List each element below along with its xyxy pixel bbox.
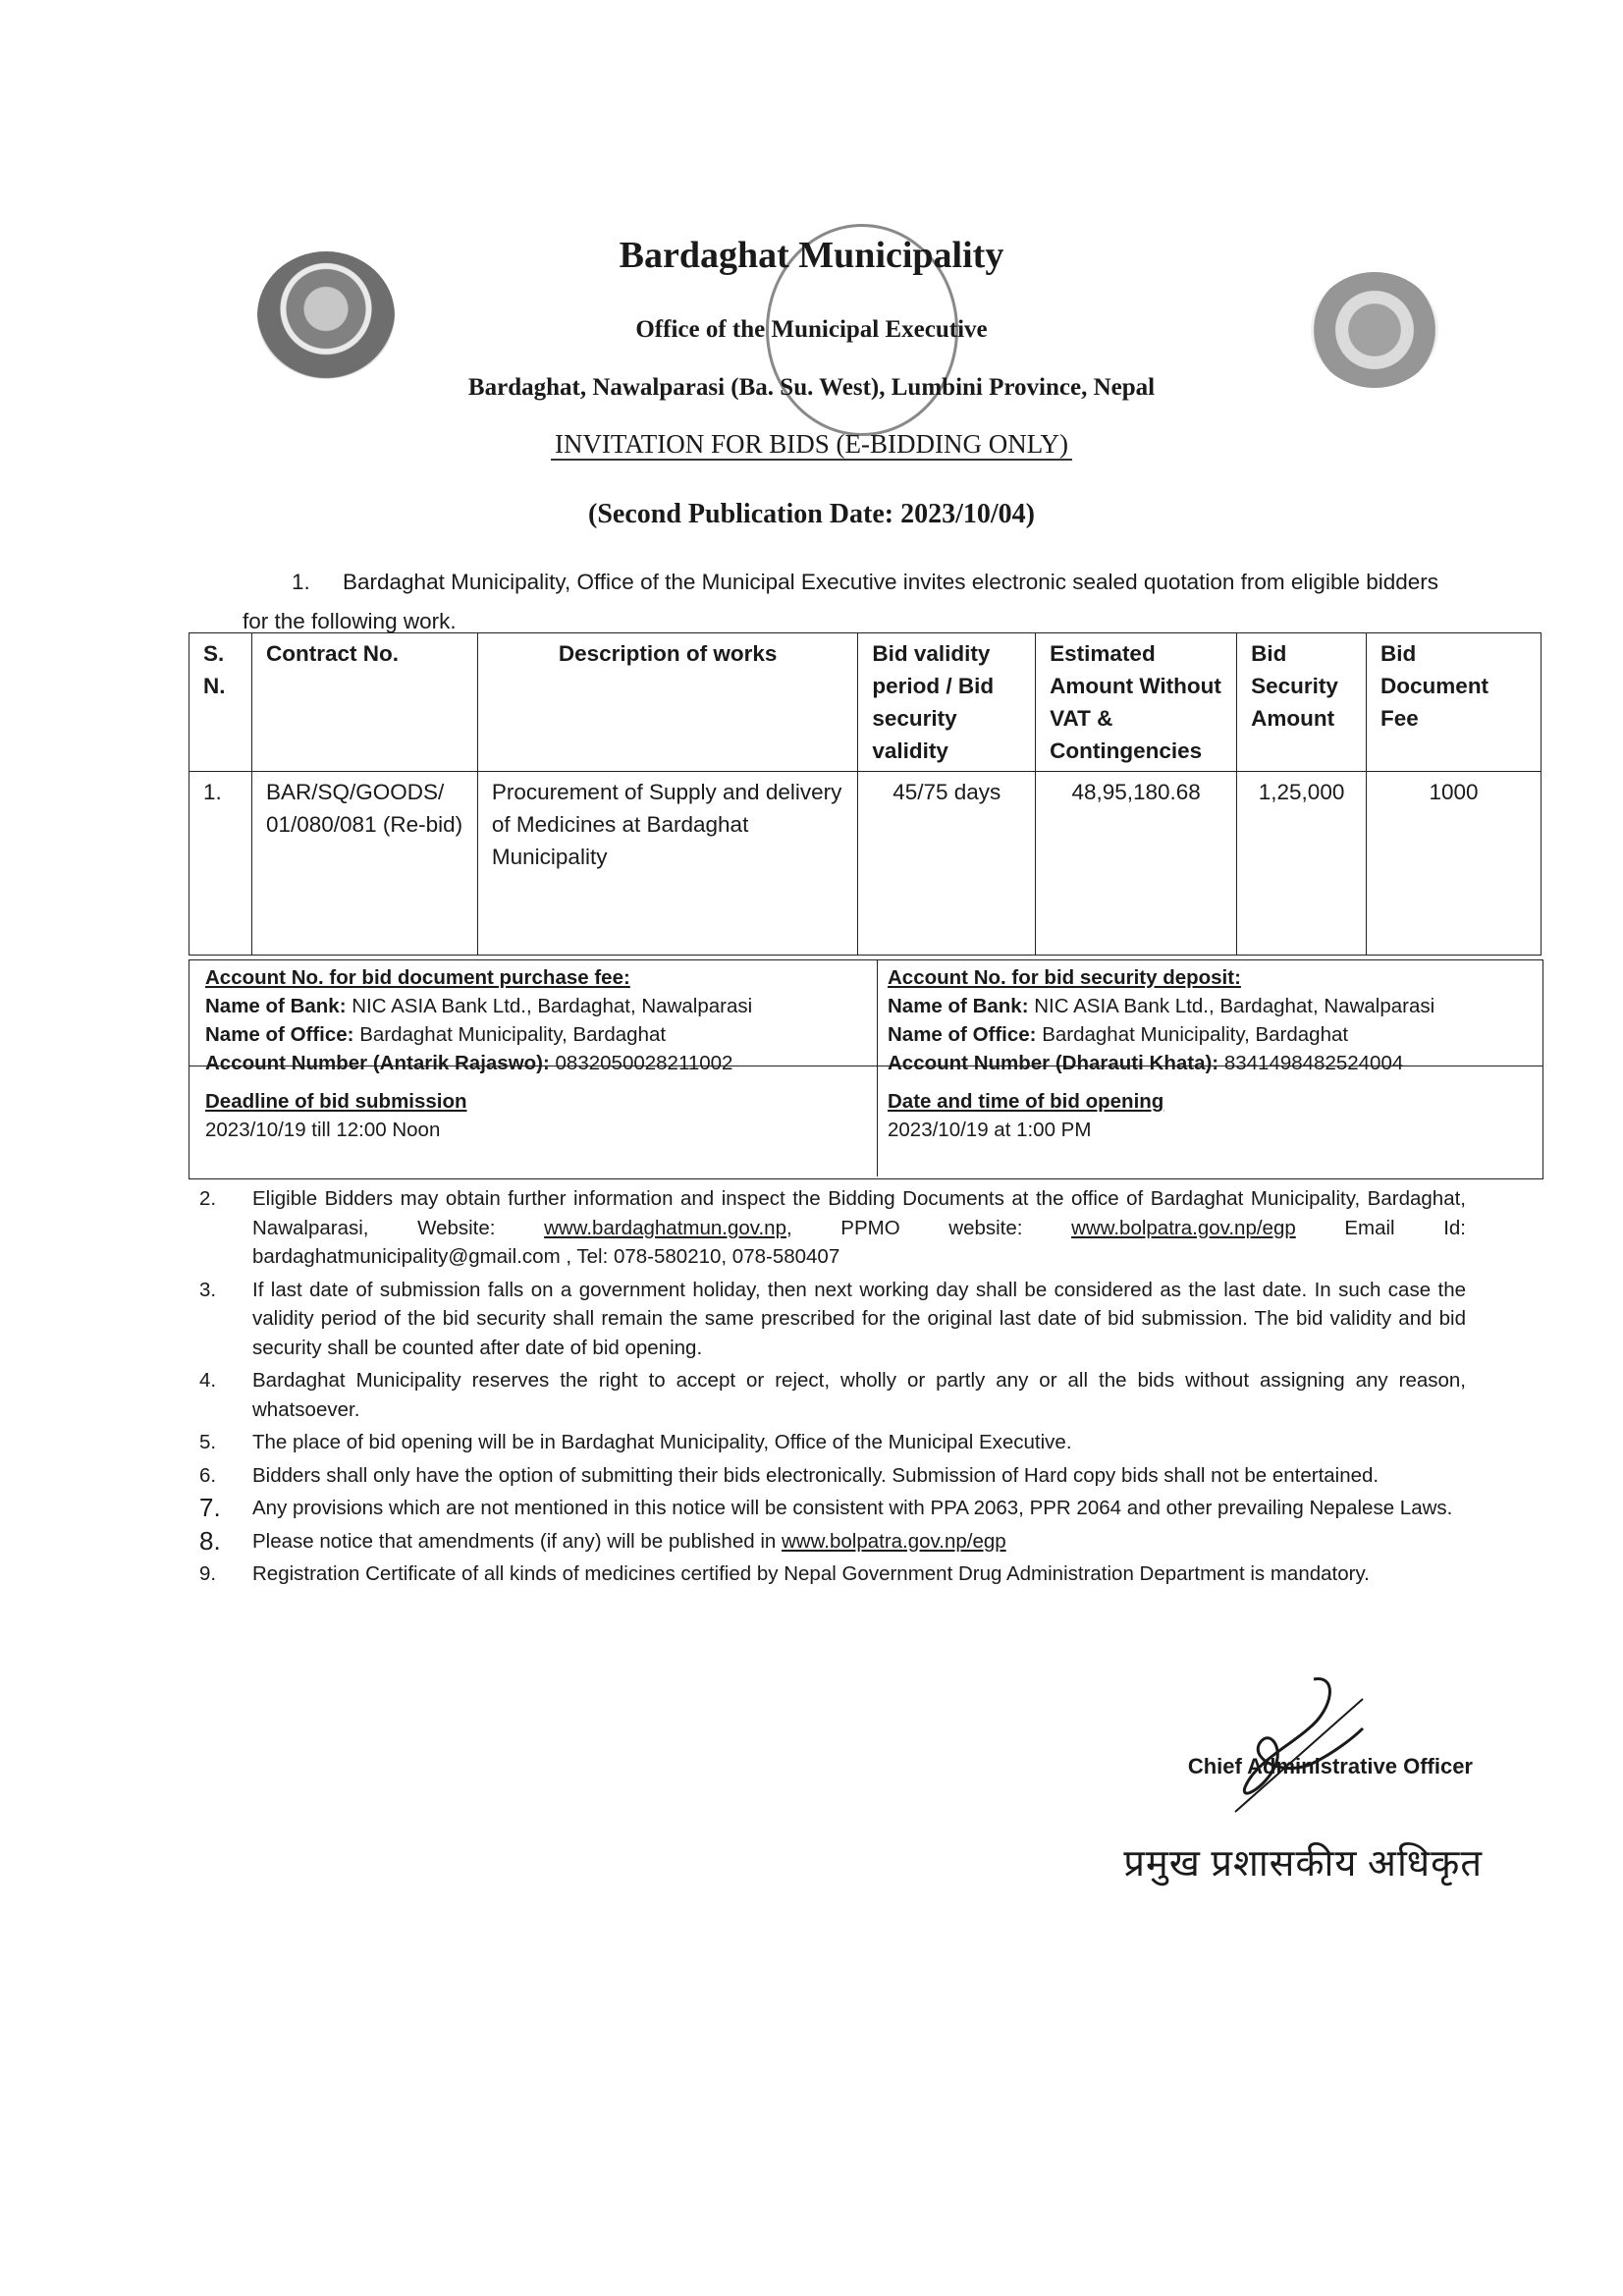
- security-deposit-account: [877, 960, 1545, 1176]
- page-title: Bardaghat Municipality: [619, 235, 1004, 276]
- clause-4: 4. Bardaghat Municipality reserves the right to accept or reject, wholly or partly any or all the bids without assigning any reason, whatsoever.: [199, 1369, 1466, 1421]
- security-account-line: Account Number (Dharauti Khata): 8341498482524004: [888, 1052, 1404, 1074]
- clause-9: 9. Registration Certificate of all kinds of medicines certified by Nepal Government Drug Administration Department is mandatory.: [199, 1562, 1370, 1585]
- header-fee: Bid Document Fee: [1367, 633, 1542, 772]
- header-estimate: Estimated Amount Without VAT & Contingencies: [1036, 633, 1237, 772]
- purchase-bank-line: Name of Bank: NIC ASIA Bank Ltd., Bardaghat, Nawalparasi: [205, 995, 753, 1017]
- purchase-account-line: Account Number (Antarik Rajaswo): 0832050028211002: [205, 1052, 733, 1074]
- clause-8: 8. Please notice that amendments (if any) will be published in www.bolpatra.gov.np/egp: [199, 1525, 1006, 1556]
- security-account-heading: Account No. for bid security deposit:: [888, 966, 1241, 989]
- bid-table: [189, 632, 1542, 956]
- header-sn: S. N.: [189, 633, 252, 772]
- cell-description: Procurement of Supply and delivery of Medicines at Bardaghat Municipality: [477, 772, 857, 956]
- signature-scribble: [1216, 1669, 1373, 1817]
- purchase-office-line: Name of Office: Bardaghat Municipality, Bardaghat: [205, 1023, 667, 1046]
- bolpatra-link[interactable]: www.bolpatra.gov.np/egp: [782, 1529, 1006, 1553]
- clause-2: 2. Eligible Bidders may obtain further information and inspect the Bidding Documents at the office of Bardaghat Municipality, Bardaghat, Nawalparasi, Website: www.bardaghatmun.gov.np, PPMO website: www.bolpatra.gov.np/egp Email Id: bardaghatmunicipality@gmail.com , Tel: 078-580210, 078-580407: [199, 1187, 1466, 1268]
- cell-security: 1,25,000: [1237, 772, 1367, 956]
- purchase-account-heading: Account No. for bid document purchase fee:: [205, 966, 630, 989]
- deadline-value: 2023/10/19 till 12:00 Noon: [205, 1119, 441, 1141]
- table-header-row: [189, 633, 1542, 772]
- deadline-heading: Deadline of bid submission: [205, 1090, 467, 1113]
- clause-7: 7. Any provisions which are not mentioned in this notice will be consistent with PPA 2063, PPR 2064 and other prevailing Nepalese Laws.: [199, 1493, 1453, 1522]
- intro-paragraph: [243, 563, 1460, 641]
- header-contract: Contract No.: [251, 633, 477, 772]
- cell-validity: 45/75 days: [858, 772, 1036, 956]
- intro-number: 1.: [292, 570, 310, 594]
- invitation-heading: INVITATION FOR BIDS (E-BIDDING ONLY): [0, 429, 1623, 460]
- signatory-title: Chief Administrative Officer: [1187, 1754, 1473, 1778]
- header-validity: Bid validity period / Bid security validity: [858, 633, 1036, 772]
- security-office-line: Name of Office: Bardaghat Municipality, Bardaghat: [888, 1023, 1349, 1046]
- clause-6: 6. Bidders shall only have the option of submitting their bids electronically. Submission of Hard copy bids shall not be entertained.: [199, 1463, 1380, 1487]
- ppmo-website-link[interactable]: www.bolpatra.gov.np/egp: [1071, 1216, 1296, 1239]
- office-address: Bardaghat, Nawalparasi (Ba. Su. West), Lumbini Province, Nepal: [467, 374, 1156, 401]
- notice-clauses: [199, 1184, 1466, 1593]
- publication-date: (Second Publication Date: 2023/10/04): [588, 499, 1035, 529]
- cell-fee: 1000: [1367, 772, 1542, 956]
- cell-contract: BAR/SQ/GOODS/ 01/080/081 (Re-bid): [251, 772, 477, 956]
- purchase-fee-account: [205, 960, 873, 1176]
- header-description: Description of works: [477, 633, 857, 772]
- cell-estimate: 48,95,180.68: [1036, 772, 1237, 956]
- opening-value: 2023/10/19 at 1:00 PM: [888, 1119, 1092, 1141]
- office-subtitle: Office of the Municipal Executive: [635, 316, 988, 343]
- clause-3: 3. If last date of submission falls on a government holiday, then next working day shall be considered as the last date. In such case the validity period of the bid security shall remain the same prescribed for the original last date of bid submission. The bid validity and bid security shall be counted after date of bid opening.: [199, 1278, 1466, 1359]
- header-security: Bid Security Amount: [1237, 633, 1367, 772]
- table-row: [189, 772, 1542, 956]
- account-details-box: [189, 959, 1543, 1179]
- opening-heading: Date and time of bid opening: [888, 1090, 1164, 1113]
- municipality-website-link[interactable]: www.bardaghatmun.gov.np: [544, 1216, 786, 1239]
- signatory-title-nepali: प्रमुख प्रशासकीय अधिकृत: [1123, 1843, 1483, 1885]
- intro-text: Bardaghat Municipality, Office of the Municipal Executive invites electronic sealed quotation from eligible bidders for the following work.: [243, 570, 1439, 633]
- clause-5: 5. The place of bid opening will be in Bardaghat Municipality, Office of the Municipal Executive.: [199, 1431, 1072, 1453]
- cell-sn: 1.: [189, 772, 252, 956]
- security-bank-line: Name of Bank: NIC ASIA Bank Ltd., Bardaghat, Nawalparasi: [888, 995, 1435, 1017]
